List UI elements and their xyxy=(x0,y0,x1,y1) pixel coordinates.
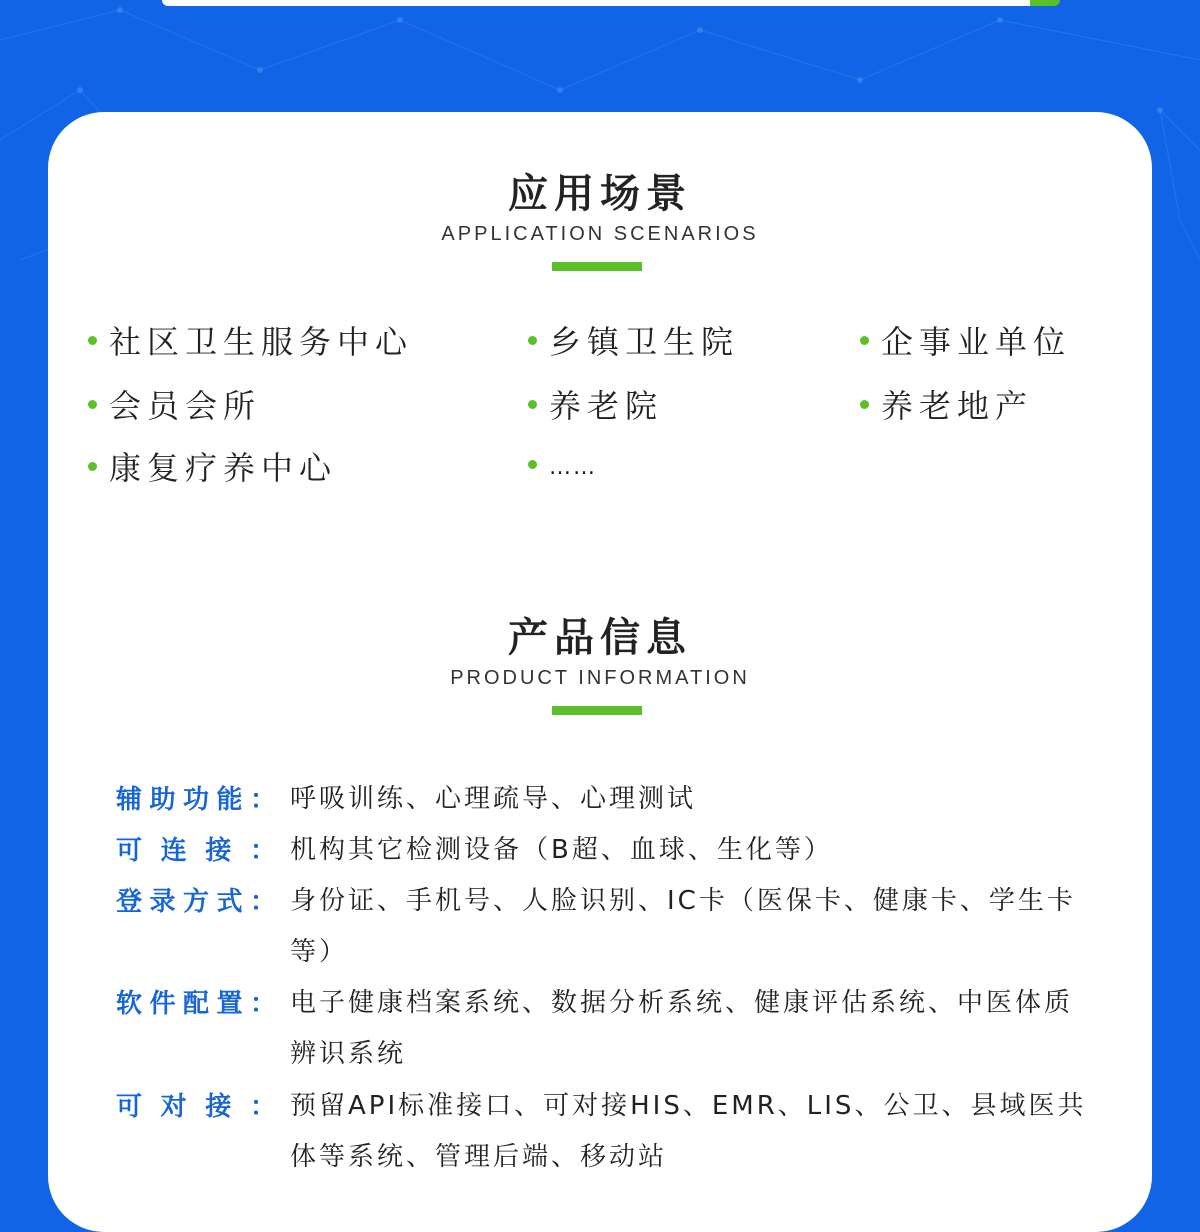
bullet-dot-icon xyxy=(860,400,869,409)
info-label-login xyxy=(116,884,276,920)
scenario-item xyxy=(860,322,1071,362)
scenario-item xyxy=(528,386,663,426)
info-label-software xyxy=(116,986,276,1022)
scenario-label: 养老院 xyxy=(549,387,664,425)
scenario-label: 会员会所 xyxy=(109,387,262,425)
label-char: 配 xyxy=(182,989,209,1019)
label-char: 可 xyxy=(116,836,143,866)
scenario-label: 康复疗养中心 xyxy=(109,449,338,487)
scenarios-title: 应用场景 xyxy=(508,171,692,217)
scenario-item xyxy=(88,322,413,362)
label-char: 软 xyxy=(116,989,143,1019)
info-label-integrate xyxy=(116,1089,276,1125)
scenario-label: 社区卫生服务中心 xyxy=(109,323,414,361)
label-char: ： xyxy=(249,836,276,866)
scenario-item xyxy=(860,386,1033,426)
scenario-label: …… xyxy=(549,455,597,480)
info-label-connect xyxy=(116,833,276,869)
label-char: 接 xyxy=(205,836,232,866)
bullet-dot-icon xyxy=(528,336,537,345)
product-underline xyxy=(552,706,642,715)
label-char: 件 xyxy=(149,989,176,1019)
label-char: 登 xyxy=(116,887,143,917)
bullet-dot-icon xyxy=(88,400,97,409)
product-subtitle: PRODUCT INFORMATION xyxy=(450,667,750,689)
label-char: 连 xyxy=(160,836,187,866)
info-text-login: 身份证、手机号、人脸识别、IC卡（医保卡、健康卡、学生卡等） xyxy=(290,886,1076,967)
info-text-software: 电子健康档案系统、数据分析系统、健康评估系统、中医体质辨识系统 xyxy=(290,988,1074,1069)
info-text-integrate: 预留API标准接口、可对接HIS、EMR、LIS、公卫、县域医共体等系统、管理后端、移动站 xyxy=(290,1091,1087,1168)
label-char: 接 xyxy=(205,1092,232,1122)
label-char: 功 xyxy=(182,785,209,815)
scenario-item xyxy=(528,322,739,362)
label-char: ： xyxy=(249,989,276,1019)
label-char: 能 xyxy=(216,785,243,815)
bullet-dot-icon xyxy=(528,460,537,469)
bullet-dot-icon xyxy=(88,336,97,345)
label-char: 式 xyxy=(216,887,243,917)
label-char: 置 xyxy=(216,989,243,1019)
info-text-features: 呼吸训练、心理疏导、心理测试 xyxy=(290,784,697,814)
bullet-dot-icon xyxy=(528,400,537,409)
bullet-dot-icon xyxy=(860,336,869,345)
scenarios-subtitle: APPLICATION SCENARIOS xyxy=(441,223,759,245)
scenarios-underline xyxy=(552,262,642,271)
scenario-item xyxy=(88,386,261,426)
scenario-item xyxy=(88,448,337,488)
bullet-dot-icon xyxy=(88,462,97,471)
label-char: ： xyxy=(249,887,276,917)
label-char: 对 xyxy=(160,1092,187,1122)
scenario-label: 企事业单位 xyxy=(881,323,1072,361)
info-label-features xyxy=(116,782,276,818)
info-text-connect: 机构其它检测设备（B超、血球、生化等） xyxy=(290,835,833,865)
product-title: 产品信息 xyxy=(508,615,692,661)
label-char: 可 xyxy=(116,1092,143,1122)
label-char: 录 xyxy=(149,887,176,917)
label-char: 助 xyxy=(149,785,176,815)
label-char: 方 xyxy=(182,887,209,917)
scenario-label: 养老地产 xyxy=(881,387,1034,425)
top-panel-accent xyxy=(1030,0,1060,6)
label-char: ： xyxy=(249,785,276,815)
label-char: 辅 xyxy=(116,785,143,815)
scenario-label: 乡镇卫生院 xyxy=(549,323,740,361)
top-panel-edge xyxy=(162,0,1058,6)
scenario-item xyxy=(528,448,597,488)
label-char: ： xyxy=(249,1092,276,1122)
